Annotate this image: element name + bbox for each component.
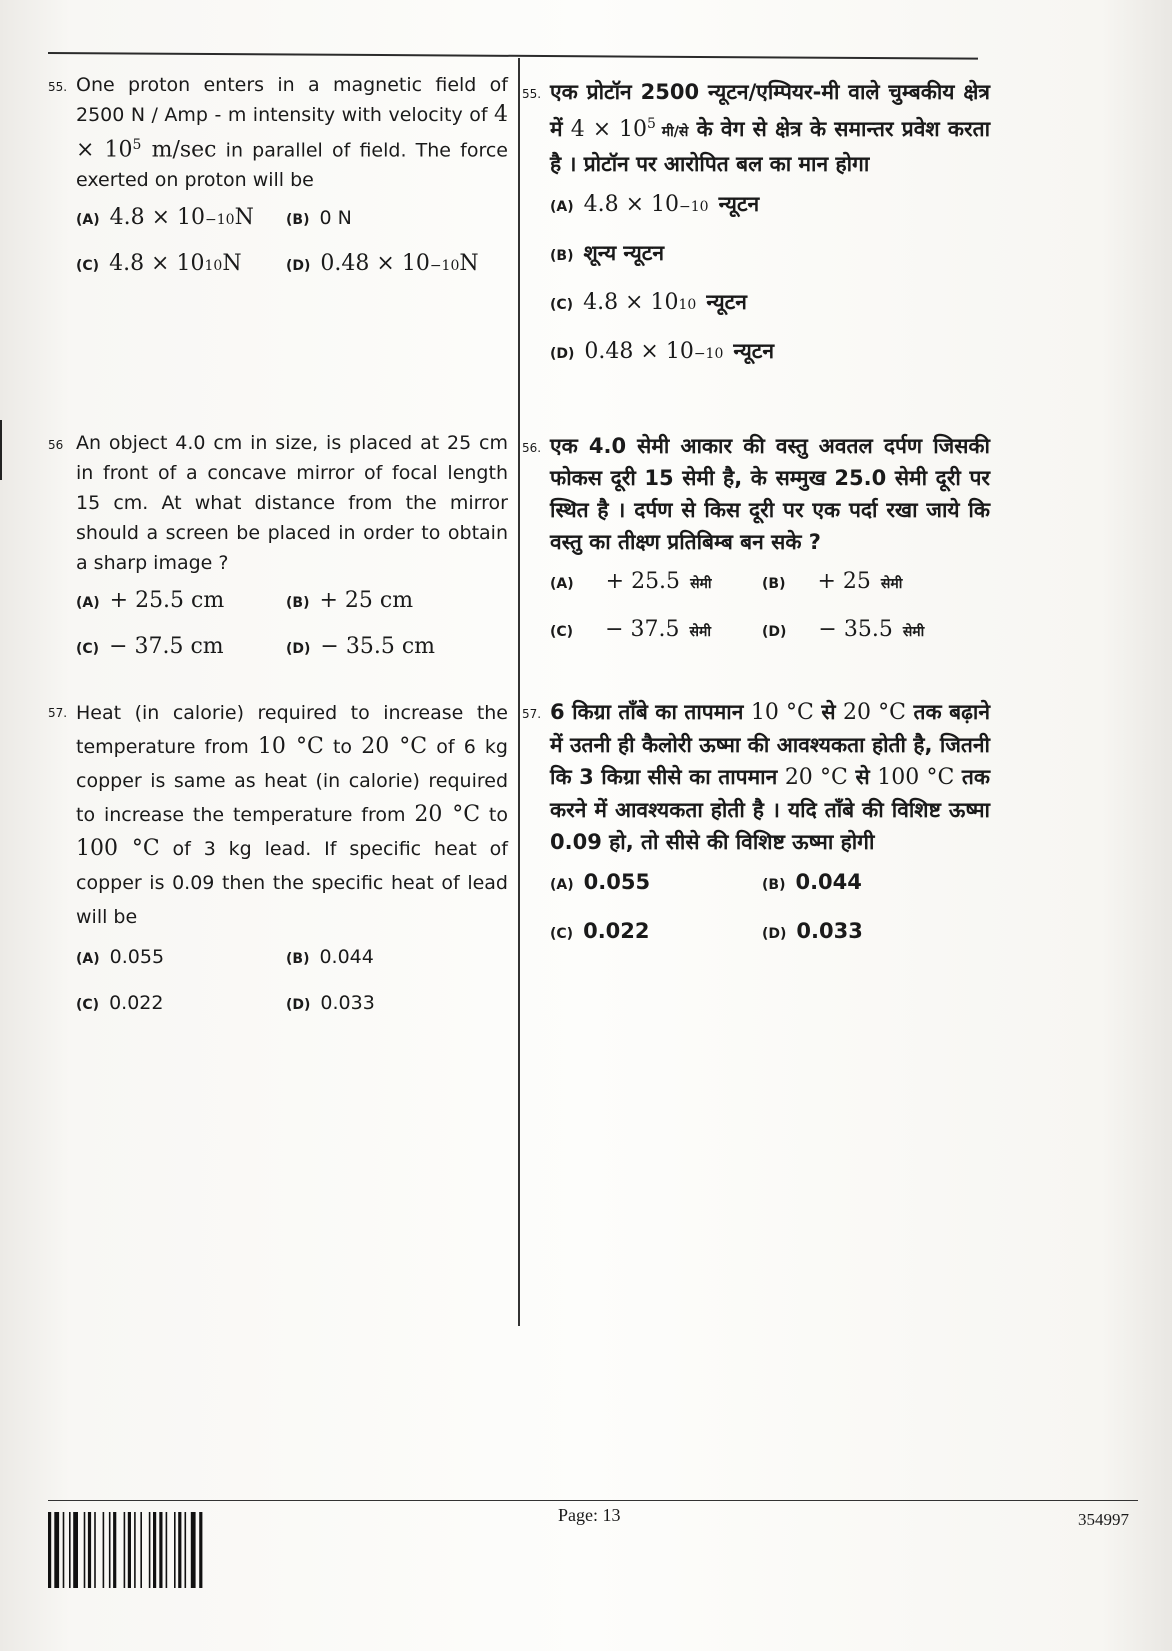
option-a[interactable]: (A) + 25.5 cm bbox=[76, 588, 225, 613]
barcode-bar bbox=[153, 1512, 156, 1588]
option-c[interactable]: (C) 0.022 bbox=[76, 992, 164, 1014]
barcode-bar bbox=[140, 1512, 142, 1588]
option-c[interactable]: (C) − 37.5 सेमी bbox=[550, 617, 711, 642]
barcode-bar bbox=[54, 1512, 59, 1588]
english-question-55 bbox=[48, 70, 508, 281]
option-c[interactable]: (C) − 37.5 cm bbox=[76, 634, 224, 659]
options bbox=[76, 203, 508, 281]
option-b[interactable]: (B) + 25 सेमी bbox=[762, 569, 903, 594]
option-b[interactable]: (B) शून्य न्यूटन bbox=[550, 241, 665, 265]
barcode-bar bbox=[109, 1512, 111, 1588]
options bbox=[76, 586, 508, 664]
barcode-bar bbox=[191, 1512, 196, 1588]
barcode-bar bbox=[128, 1512, 131, 1588]
option-a[interactable]: (A) 4.8 × 10 −10 N bbox=[76, 205, 254, 231]
english-question-57 bbox=[48, 696, 508, 1020]
question-text: एक 4.0 सेमी आकार की वस्तु अवतल दर्पण जिसकी फोकस दूरी 15 सेमी है, के सम्मुख 25.0 सेमी दूरी पर स्थित है । दर्पण से किस दूरी पर एक पर्दा रखा जाये कि वस्तु का तीक्ष्ण प्रतिबिम्ब बन सके ? bbox=[550, 434, 990, 554]
page-number: Page: 13 bbox=[558, 1505, 621, 1525]
question-text: एक प्रोटॉन 2500 न्यूटन/एम्पियर-मी वाले चुम्बकीय क्षेत्र में $4 \times 10^5$ मी/से के वेग से क्षेत्र के समान्तर प्रवेश करता है । प्रोटॉन पर आरोपित बल का मान होगा bbox=[550, 80, 991, 176]
scan-mark bbox=[0, 420, 2, 480]
question-number: 56. bbox=[522, 441, 542, 455]
option-b[interactable]: (B) + 25 cm bbox=[286, 588, 414, 613]
hindi-question-55 bbox=[522, 76, 990, 370]
question-number: 55. bbox=[522, 87, 542, 101]
option-a[interactable]: (A) 4.8 × 10 −10 न्यूटन bbox=[550, 192, 760, 217]
barcode bbox=[48, 1512, 248, 1588]
barcode-bar bbox=[94, 1512, 96, 1588]
question-text: An object 4.0 cm in size, is placed at 25 cm in front of a concave mirror of focal length 15 cm. At what distance from the mirror should a screen be placed in order to obtain a sharp image ? bbox=[76, 432, 508, 574]
barcode-bar bbox=[103, 1512, 105, 1588]
question-number: 56 bbox=[48, 438, 64, 452]
option-a[interactable]: (A) + 25.5 सेमी bbox=[550, 569, 712, 594]
option-d[interactable]: (D) 0.48 × 10 −10 न्यूटन bbox=[550, 339, 774, 364]
barcode-bar bbox=[159, 1512, 162, 1588]
barcode-bar bbox=[134, 1512, 136, 1588]
question-number: 57. bbox=[48, 706, 68, 720]
top-rule bbox=[48, 52, 978, 60]
option-d[interactable]: (D) 0.033 bbox=[762, 919, 863, 943]
option-b[interactable]: (B) 0.044 bbox=[286, 946, 374, 968]
barcode-bar bbox=[185, 1512, 187, 1588]
option-d[interactable]: (D) − 35.5 cm bbox=[286, 634, 436, 659]
option-c[interactable]: (C) 4.8 × 10 10 N bbox=[76, 251, 242, 277]
barcode-bar bbox=[166, 1512, 168, 1588]
barcode-bar bbox=[199, 1512, 202, 1588]
options bbox=[550, 566, 990, 648]
booklet-code: 354997 bbox=[1078, 1510, 1129, 1529]
question-text: One proton enters in a magnetic field of 2500 N / Amp - m intensity with velocity of $4 \times 10^5$ m/sec in parallel of field. The force exerted on proton will be bbox=[76, 74, 508, 192]
barcode-bar bbox=[174, 1512, 176, 1588]
barcode-bar bbox=[113, 1512, 116, 1588]
question-text: 6 किग्रा ताँबे का तापमान 10 °C से 20 °C तक बढ़ाने में उतनी ही कैलोरी ऊष्मा की आवश्यकता होती है, जितनी कि 3 किग्रा सीसे का तापमान 20 °C से 100 °C तक करने में आवश्यकता होती है । यदि ताँबे की विशिष्ट ऊष्मा 0.09 हो, तो सीसे की विशिष्ट ऊष्मा होगी bbox=[550, 700, 990, 854]
column-divider bbox=[518, 58, 520, 1326]
barcode-bar bbox=[84, 1512, 86, 1588]
option-c[interactable]: (C) 0.022 bbox=[550, 919, 650, 943]
option-d[interactable]: (D) − 35.5 सेमी bbox=[762, 617, 925, 642]
barcode-bar bbox=[124, 1512, 126, 1588]
question-number: 57. bbox=[522, 707, 542, 721]
options bbox=[76, 942, 508, 1020]
question-text: Heat (in calorie) required to increase the temperature from 10 °C to 20 °C of 6 kg copper is same as heat (in calorie) required to increase the temperature from 20 °C to 100 °C of 3 kg lead. If specific heat of copper is 0.09 then the specific heat of lead will be bbox=[76, 702, 508, 928]
option-b[interactable]: (B) 0 N bbox=[286, 207, 352, 230]
barcode-bar bbox=[69, 1512, 71, 1588]
barcode-bar bbox=[178, 1512, 181, 1588]
option-d[interactable]: (D) 0.033 bbox=[286, 992, 375, 1014]
option-b[interactable]: (B) 0.044 bbox=[762, 870, 862, 894]
options bbox=[550, 188, 990, 370]
barcode-bar bbox=[88, 1512, 91, 1588]
option-c[interactable]: (C) 4.8 × 10 10 न्यूटन bbox=[550, 290, 747, 315]
barcode-bar bbox=[63, 1512, 65, 1588]
option-a[interactable]: (A) 0.055 bbox=[76, 946, 165, 968]
option-a[interactable]: (A) 0.055 bbox=[550, 870, 651, 894]
barcode-bar bbox=[73, 1512, 78, 1588]
hindi-question-56 bbox=[522, 430, 990, 648]
barcode-bar bbox=[149, 1512, 151, 1588]
question-number: 55. bbox=[48, 80, 68, 94]
hindi-question-57 bbox=[522, 696, 990, 950]
bottom-rule bbox=[48, 1500, 1138, 1501]
options bbox=[550, 866, 990, 950]
english-question-56 bbox=[48, 428, 508, 664]
barcode-bar bbox=[48, 1512, 51, 1588]
option-d[interactable]: (D) 0.48 × 10 −10 N bbox=[286, 251, 479, 277]
